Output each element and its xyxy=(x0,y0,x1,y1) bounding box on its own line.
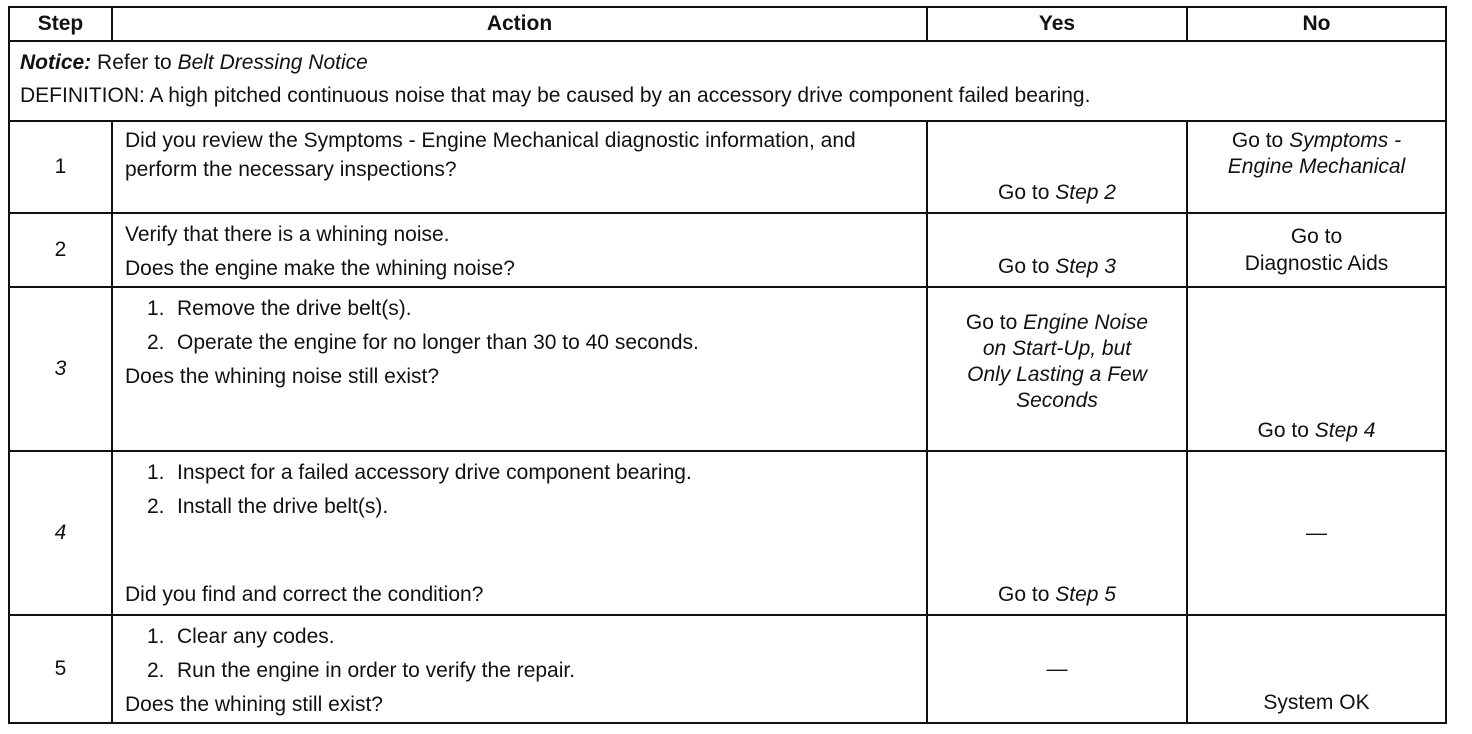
step-number: 4 xyxy=(9,451,112,615)
step-row-1 xyxy=(9,121,1446,213)
action-cell xyxy=(112,615,927,723)
action-cell xyxy=(112,287,927,451)
step-row-4 xyxy=(9,451,1446,615)
no-value: System OK xyxy=(1263,691,1370,714)
action-question: Does the whining still exist? xyxy=(125,693,383,716)
yes-cell xyxy=(927,121,1187,213)
header-no: No xyxy=(1187,7,1446,41)
header-action: Action xyxy=(112,7,927,41)
notice-row xyxy=(9,41,1446,121)
no-value: — xyxy=(1306,521,1327,545)
no-cell xyxy=(1187,287,1446,451)
step-row-5 xyxy=(9,615,1446,723)
yes-link: Go to Step 5 xyxy=(998,583,1116,606)
list-item: 2. Install the drive belt(s). xyxy=(147,495,389,518)
yes-cell xyxy=(927,287,1187,451)
list-item: 2. Run the engine in order to verify the repair. xyxy=(147,659,576,682)
action-question: Does the whining noise still exist? xyxy=(125,365,439,388)
no-cell xyxy=(1187,451,1446,615)
yes-link: Go to Step 3 xyxy=(998,255,1116,278)
no-link: Go to Diagnostic Aids xyxy=(1244,225,1389,275)
yes-cell xyxy=(927,451,1187,615)
no-cell xyxy=(1187,615,1446,723)
no-link: Go to Step 4 xyxy=(1257,419,1376,442)
yes-cell xyxy=(927,213,1187,287)
step-number: 1 xyxy=(9,121,112,213)
step-row-3 xyxy=(9,287,1446,451)
list-item: 2. Operate the engine for no longer than 30 to 40 seconds. xyxy=(147,331,699,354)
no-cell xyxy=(1187,121,1446,213)
list-item: 1. Clear any codes. xyxy=(147,625,335,648)
notice-prefix: Refer to xyxy=(97,51,172,74)
list-item: 1. Inspect for a failed accessory drive component bearing. xyxy=(147,461,692,484)
definition-text: DEFINITION: A high pitched continuous noise that may be caused by an accessory drive component failed bearing. xyxy=(20,84,1091,107)
action-question: Did you find and correct the condition? xyxy=(125,583,484,606)
step-number: 5 xyxy=(9,615,112,723)
action-text: Did you review the Symptoms - Engine Mechanical diagnostic information, and perform the necessary inspections? xyxy=(125,129,856,181)
header-step: Step xyxy=(9,7,112,41)
action-cell xyxy=(112,451,927,615)
diagnostic-table xyxy=(8,6,1447,724)
step-row-2 xyxy=(9,213,1446,287)
step-number: 2 xyxy=(9,213,112,287)
step-number: 3 xyxy=(9,287,112,451)
list-item: 1. Remove the drive belt(s). xyxy=(147,297,412,320)
notice-label: Notice: xyxy=(20,51,92,74)
yes-value: — xyxy=(1046,657,1068,681)
yes-link: Go to Step 2 xyxy=(998,181,1116,204)
no-cell xyxy=(1187,213,1446,287)
yes-link: Go to Engine Noise on Start-Up, but Only Lasting a Few Seconds xyxy=(965,311,1149,412)
header-yes: Yes xyxy=(927,7,1187,41)
notice-line xyxy=(20,46,1435,79)
action-line: Verify that there is a whining noise. xyxy=(125,223,450,246)
notice-reference: Belt Dressing Notice xyxy=(177,51,368,74)
notice-cell xyxy=(9,41,1446,121)
action-question: Does the engine make the whining noise? xyxy=(125,257,515,280)
action-cell xyxy=(112,121,927,213)
yes-cell xyxy=(927,615,1187,723)
action-cell xyxy=(112,213,927,287)
header-row xyxy=(9,7,1446,41)
no-link: Go to Symptoms - Engine Mechanical xyxy=(1227,129,1406,178)
